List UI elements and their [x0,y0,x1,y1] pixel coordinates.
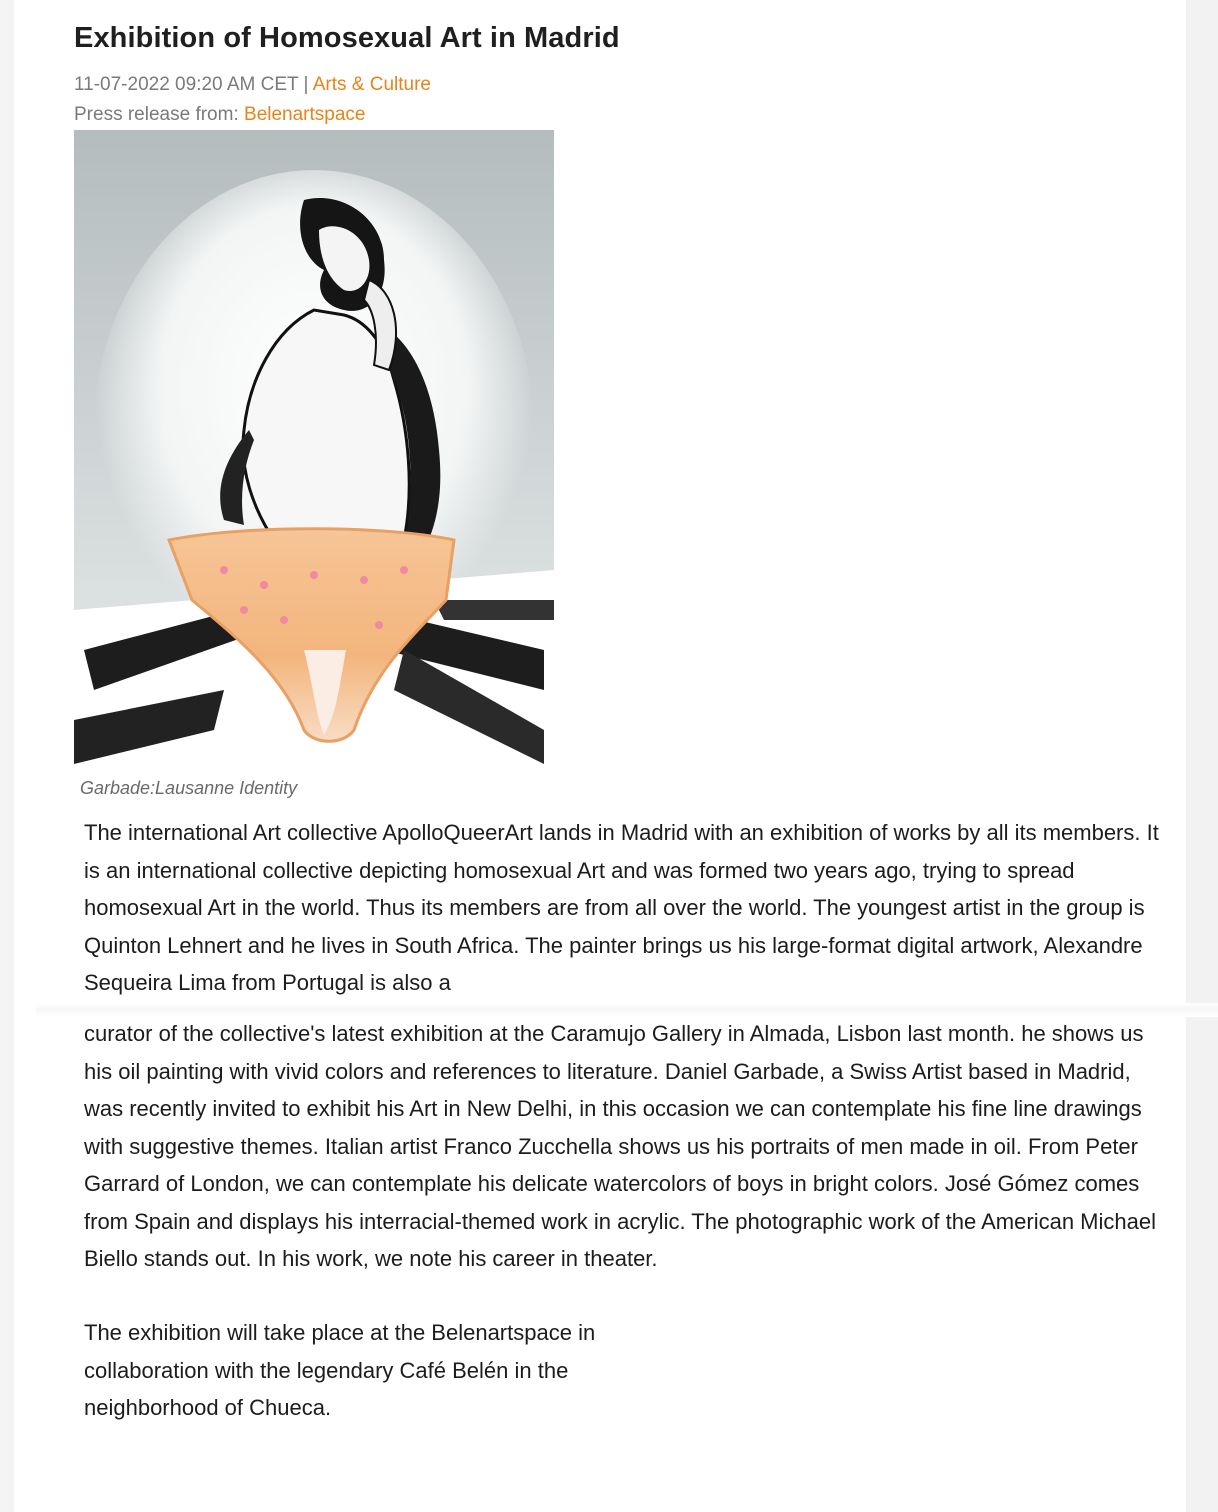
article-paragraph: The international Art collective ApolloQueerArt lands in Madrid with an exhibition of works by all its members. It is an international collective depicting homosexual Art and was formed two years ago, trying to spread homosexual Art in the world. Thus its members are from all over the world. The youngest artist in the group is Quinton Lehnert and he lives in South Africa. The painter brings us his large-format digital artwork, Alexandre Sequeira Lima from Portugal is also a [84,820,1159,995]
article-paragraph: The exhibition will take place at the Belenartspace in collaboration with the legendary Café Belén in the neighborhood of Chueca. [84,1320,596,1420]
right-margin-strip [1186,0,1218,1512]
artwork-image [74,130,554,764]
article-title: Exhibition of Homosexual Art in Madrid [74,22,620,54]
category-link[interactable]: Arts & Culture [312,74,431,95]
image-caption: Garbade:Lausanne Identity [80,778,298,798]
left-margin-strip [0,0,14,1512]
press-label: Press release from: [74,104,239,125]
article-meta [74,74,431,96]
press-source [74,104,365,126]
article-paragraph: curator of the collective's latest exhibition at the Caramujo Gallery in Almada, Lisbon last month. he shows us his oil painting with vivid colors and references to literature. Daniel Garbade, a Swiss Artist based in Madrid, was recently invited to exhibit his Art in New Delhi, in this occasion we can contemplate his fine line drawings with suggestive themes. Italian artist Franco Zucchella shows us his portraits of men made in oil. From Peter Garrard of London, we can contemplate his delicate watercolors of boys in bright colors. José Gómez comes from Spain and displays his interracial-themed work in acrylic. The photographic work of the American Michael Biello stands out. In his work, we note his career in theater. [84,1021,1156,1271]
publish-date: 11-07-2022 09:20 AM CET | [74,74,309,95]
source-link[interactable]: Belenartspace [244,104,366,125]
